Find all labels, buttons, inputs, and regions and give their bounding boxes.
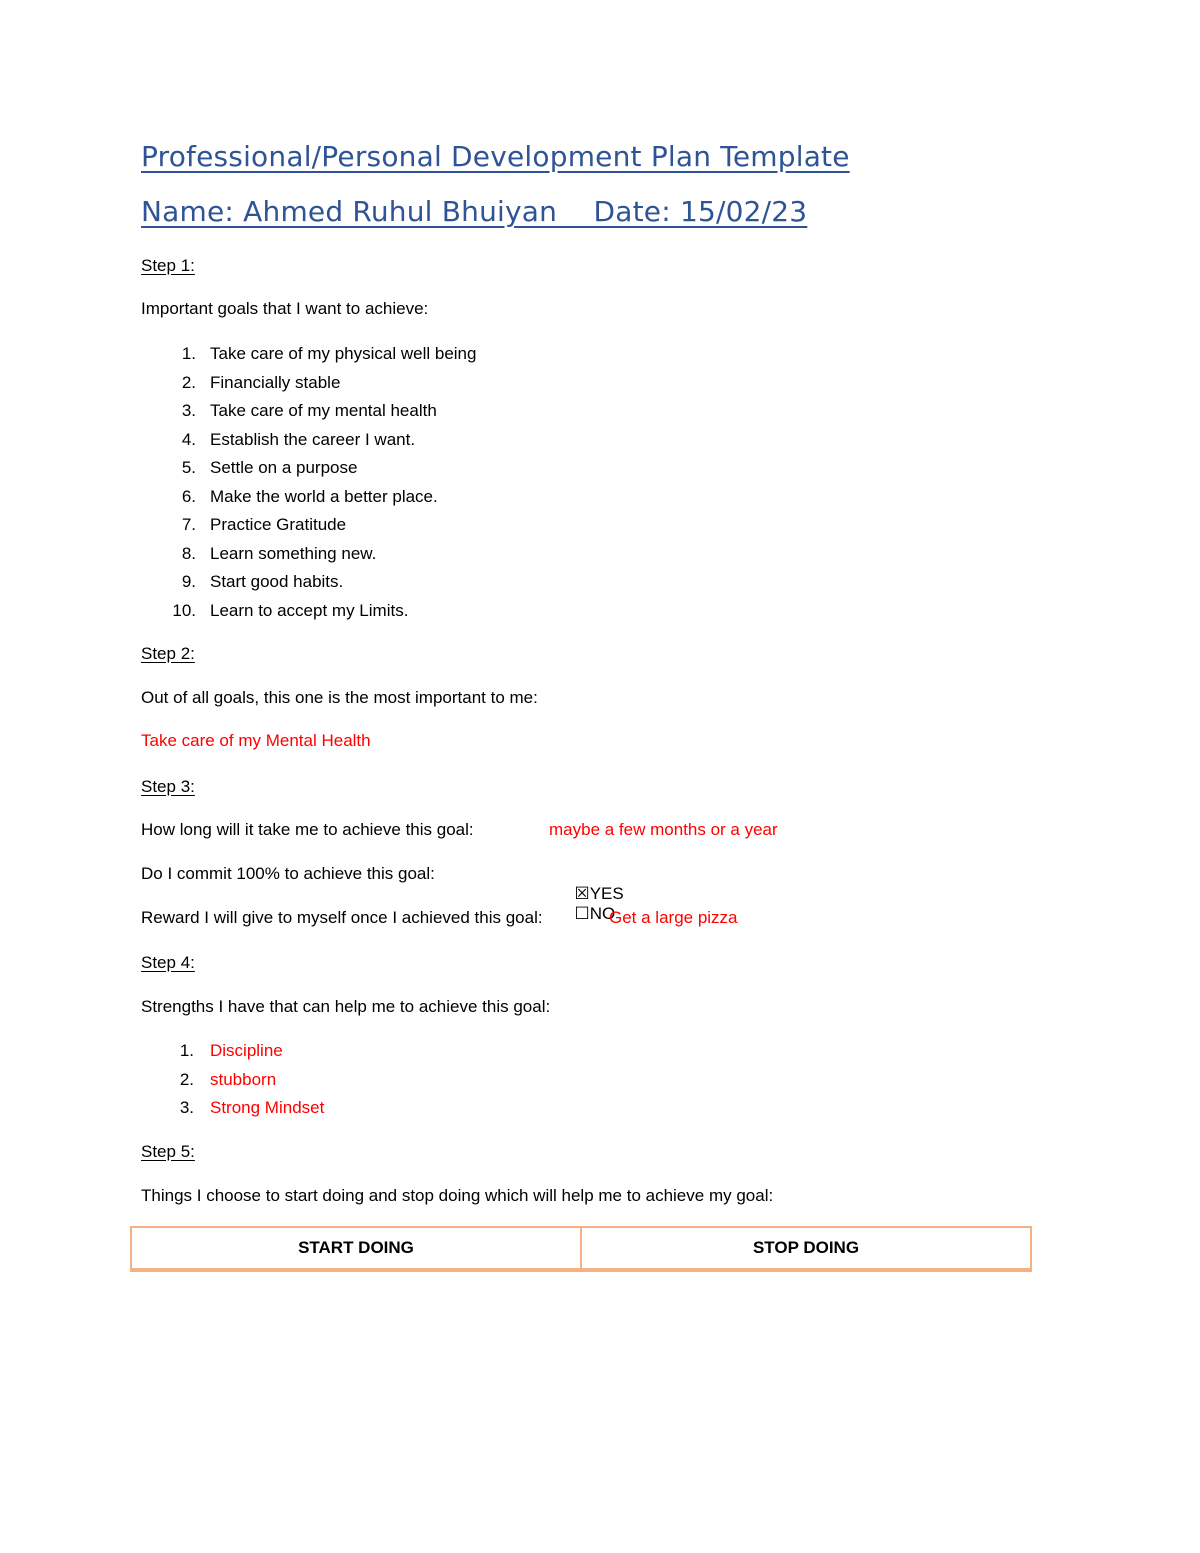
step2-prompt: Out of all goals, this one is the most important to me: <box>141 688 538 707</box>
list-item: 1. Discipline <box>179 1041 283 1060</box>
list-item: 6. Make the world a better place. <box>181 486 438 506</box>
step1-prompt: Important goals that I want to achieve: <box>141 299 429 318</box>
list-item: 2. stubborn <box>179 1069 277 1089</box>
yes-checkbox[interactable]: ☒ <box>574 884 590 904</box>
step4-label: Step 4: <box>141 953 195 972</box>
list-item: 3. Strong Mindset <box>179 1098 325 1117</box>
list-item: 8. Learn something new. <box>181 543 377 563</box>
step2-answer: Take care of my Mental Health <box>141 731 371 750</box>
list-item: 10. Learn to accept my Limits. <box>172 600 409 620</box>
no-checkbox[interactable]: ☐ <box>574 904 590 924</box>
stop-doing-header: STOP DOING <box>581 1227 1031 1270</box>
list-item: 1. Take care of my physical well being <box>181 344 477 363</box>
goals-list <box>160 340 860 625</box>
list-item: 7. Practice Gratitude <box>181 515 347 534</box>
no-label: NO <box>589 904 616 923</box>
step1-label: Step 1: <box>141 256 195 275</box>
start-stop-table <box>130 1226 1032 1272</box>
list-item: 3. Take care of my mental health <box>181 401 437 420</box>
list-item: 5. Settle on a purpose <box>181 458 358 477</box>
reward-prompt: Reward I will give to myself once I achieved this goal: <box>141 908 543 927</box>
name-date-line: Name: Ahmed Ruhul Bhuiyan Date: 15/02/23 <box>141 195 808 228</box>
step3-label: Step 3: <box>141 777 195 796</box>
step2-label: Step 2: <box>141 644 195 663</box>
list-item: 2. Financially stable <box>181 372 341 392</box>
duration-prompt: How long will it take me to achieve this goal: <box>141 820 474 839</box>
start-doing-header: START DOING <box>131 1227 581 1270</box>
list-item: 4. Establish the career I want. <box>181 429 416 449</box>
document-title: Professional/Personal Development Plan Template <box>141 140 850 173</box>
strengths-list <box>160 1037 660 1123</box>
reward-answer: Get a large pizza <box>609 908 738 927</box>
commit-prompt: Do I commit 100% to achieve this goal: <box>141 864 435 883</box>
duration-answer: maybe a few months or a year <box>549 820 778 839</box>
step4-prompt: Strengths I have that can help me to achieve this goal: <box>141 997 551 1016</box>
step5-label: Step 5: <box>141 1142 195 1161</box>
table-header-row <box>131 1227 1031 1270</box>
list-item: 9. Start good habits. <box>181 572 344 591</box>
yes-label: YES <box>589 884 624 903</box>
step5-prompt: Things I choose to start doing and stop doing which will help me to achieve my goal: <box>141 1186 774 1205</box>
